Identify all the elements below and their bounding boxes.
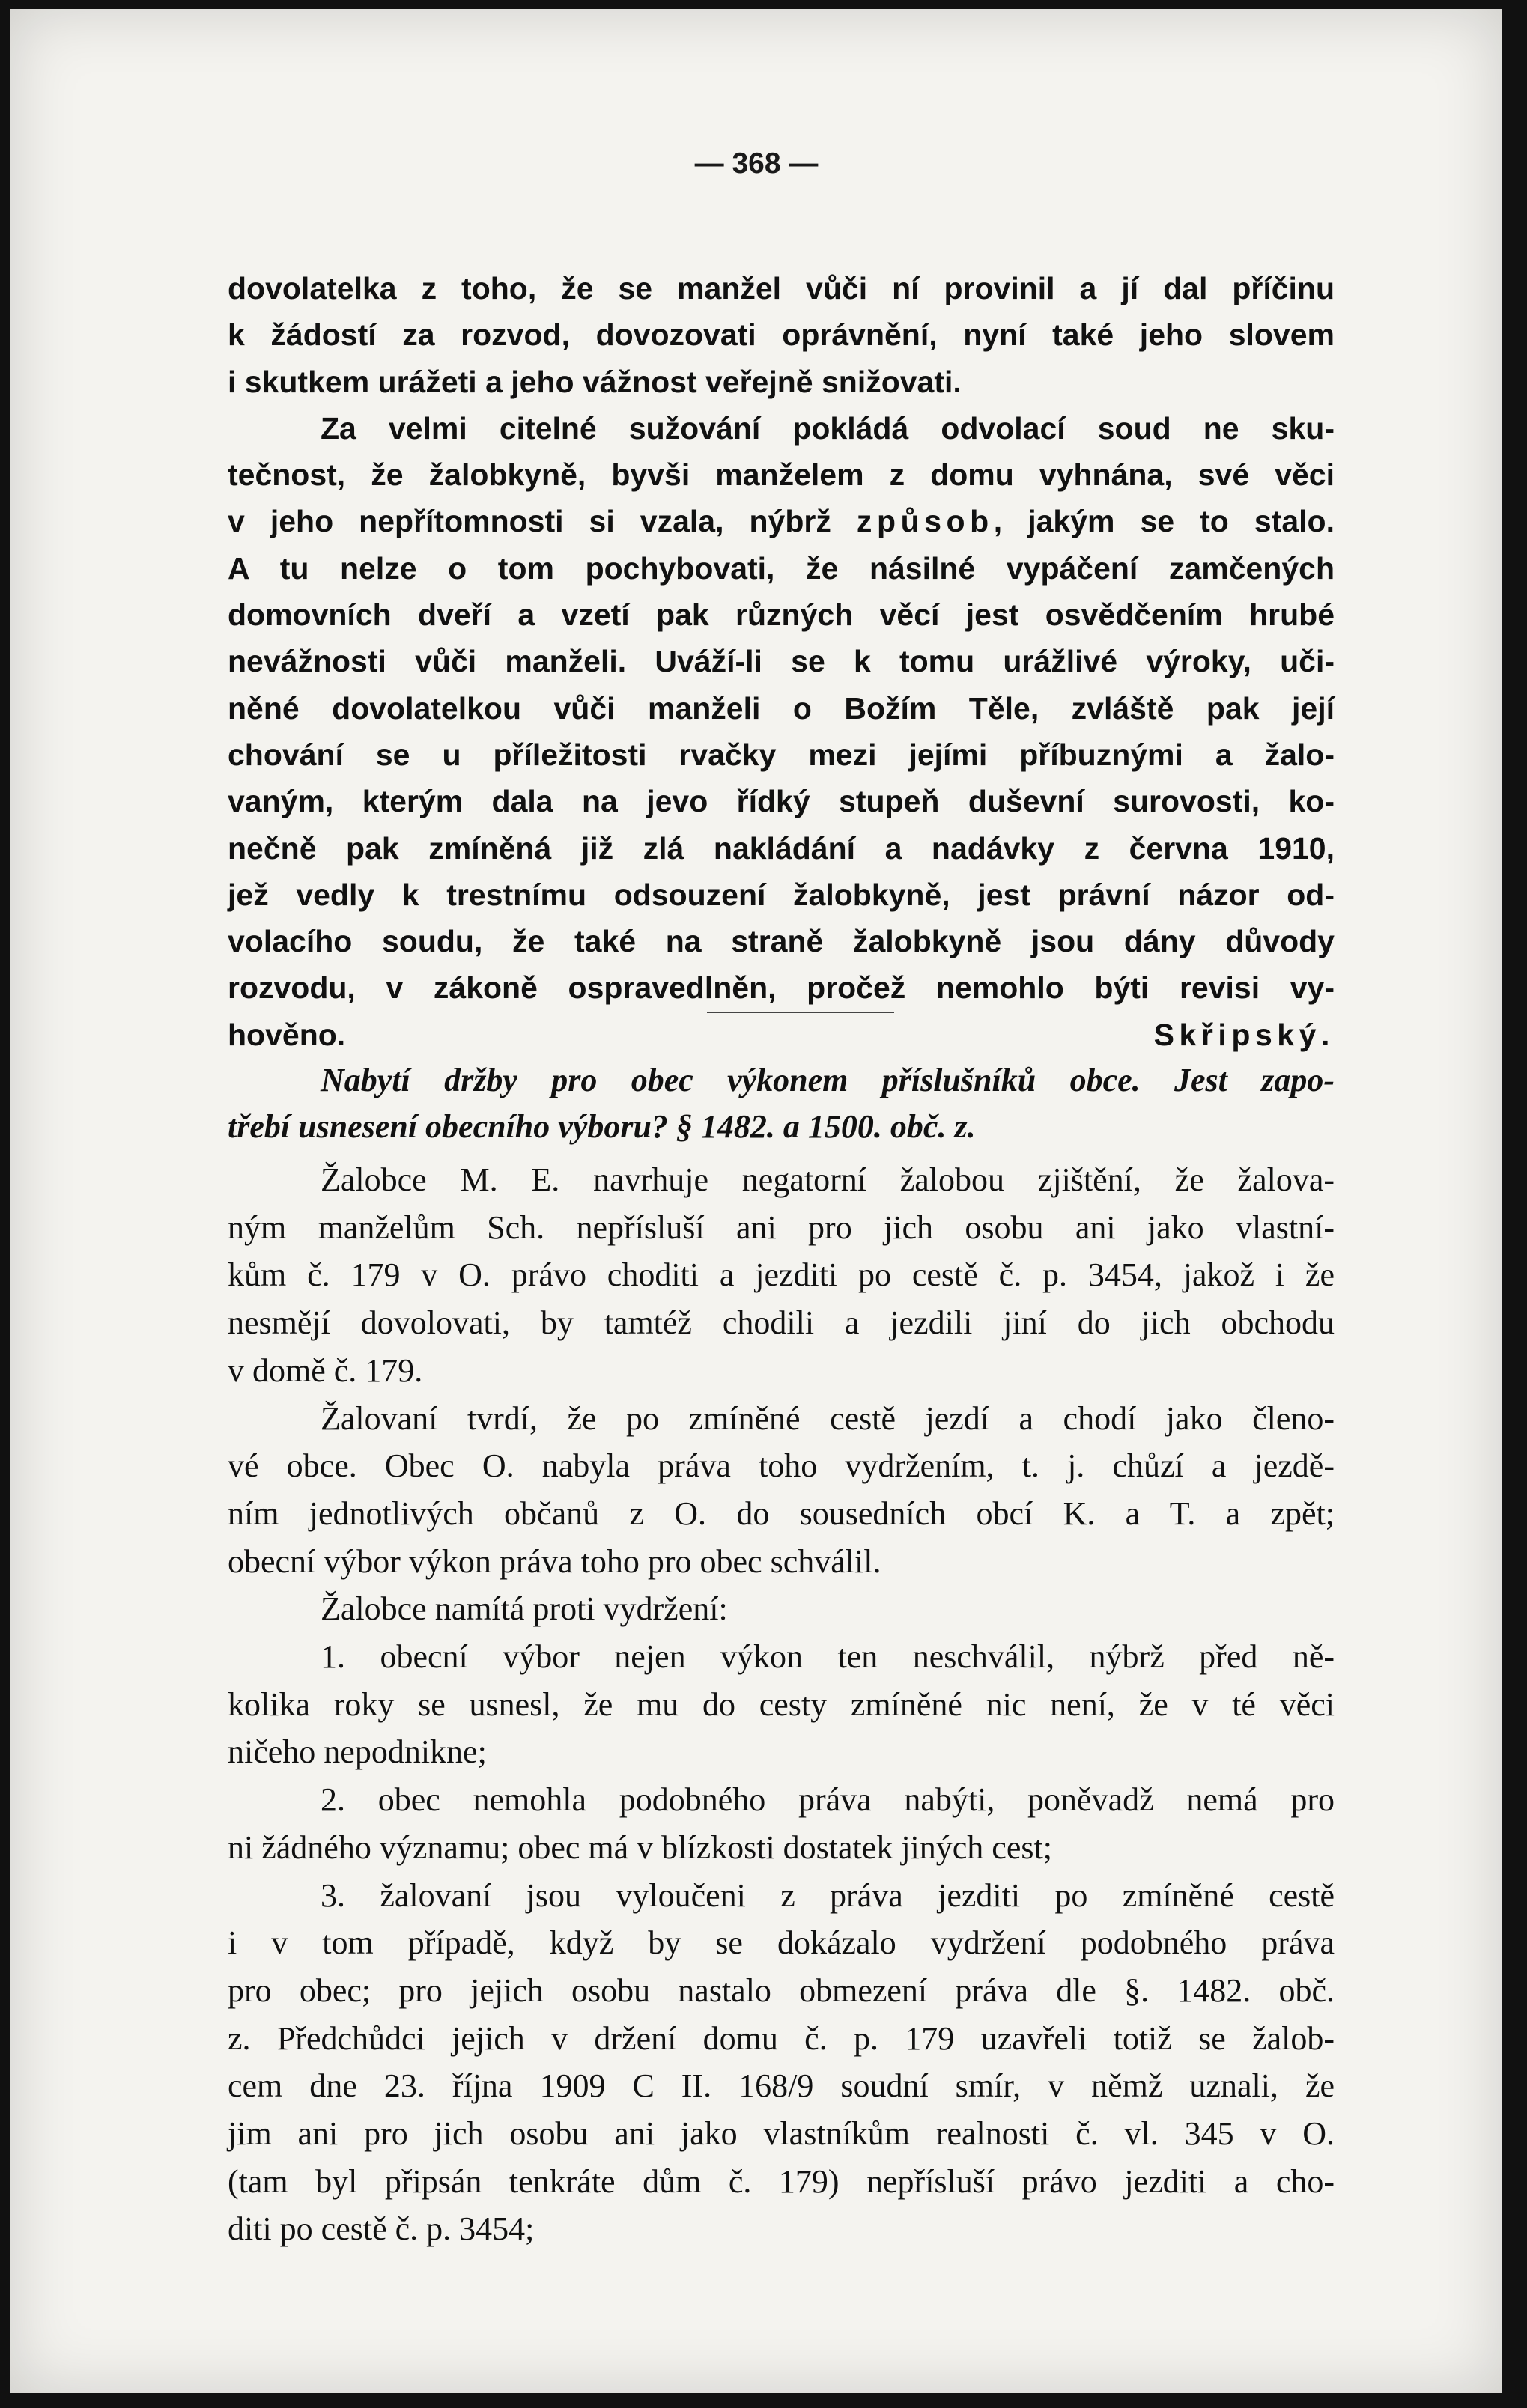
text-line: k žádostí za rozvod, dovozovati oprávnění, nyní také jeho slovem bbox=[228, 317, 1335, 353]
book-page bbox=[10, 9, 1502, 2393]
text-line: ným manželům Sch. nepřísluší ani pro jich osobu ani jako vlastní- bbox=[228, 1208, 1335, 1246]
text-line: volacího soudu, že také na straně žalobkyně jsou dány důvody bbox=[228, 924, 1335, 959]
list-item-line: jim ani pro jich osobu ani jako vlastníkům realnosti č. vl. 345 v O. bbox=[228, 2115, 1335, 2153]
text-line: Žalovaní tvrdí, že po zmíněné cestě jezdí a chodí jako členo- bbox=[321, 1399, 1335, 1437]
court-decision-continuation bbox=[228, 265, 1335, 1058]
list-item-line: i v tom případě, když by se dokázalo vydržení podobného práva bbox=[228, 1924, 1335, 1962]
text-line: domovních dveří a vzetí pak různých věcí jest osvědčením hrubé bbox=[228, 598, 1335, 633]
text-line: chování se u příležitosti rvačky mezi jejími příbuznými a žalo- bbox=[228, 737, 1335, 772]
text-line: nesmějí dovolovati, by tamtéž chodili a jezdili jiní do jich obchodu bbox=[228, 1304, 1335, 1342]
list-item-line: 2. obec nemohla podobného práva nabýti, poněvadž nemá pro bbox=[321, 1781, 1335, 1819]
text-line: nečně pak zmíněná již zlá nakládání a nadávky z června 1910, bbox=[228, 830, 1335, 866]
text-line: A tu nelze o tom pochybovati, že násilné vypáčení zamčených bbox=[228, 550, 1335, 586]
author-signature: Skřipský. bbox=[1153, 1017, 1335, 1052]
text-line: nevážnosti vůči manželi. Uváží-li se k tomu urážlivé výroky, uči- bbox=[228, 644, 1335, 679]
text-line: ním jednotlivých občanů z O. do sousedních obcí K. a T. a zpět; bbox=[228, 1495, 1335, 1532]
text-line: obecní výbor výkon práva toho pro obec schválil. bbox=[228, 1542, 881, 1580]
text-line: kům č. 179 v O. právo choditi a jezditi po cestě č. p. 3454, jakož i že bbox=[228, 1256, 1335, 1294]
page-number: — 368 — bbox=[694, 148, 819, 180]
text-line bbox=[228, 1012, 1335, 1058]
list-item-line: 3. žalovaní jsou vyloučeni z práva jezditi po zmíněné cestě bbox=[321, 1876, 1335, 1914]
list-item-line: pro obec; pro jejich osobu nastalo obmezení práva dle §. 1482. obč. bbox=[228, 1971, 1335, 2009]
list-item-line: cem dne 23. října 1909 C II. 168/9 soudní smír, v němž uznali, že bbox=[228, 2067, 1335, 2105]
text-line: vaným, kterým dala na jevo řídký stupeň duševní surovosti, ko- bbox=[228, 784, 1335, 819]
heading-line: Nabytí držby pro obec výkonem příslušníků obce. Jest zapo- bbox=[321, 1062, 1335, 1098]
text-fragment: v jeho nepřítomnosti si vzala, nýbrž bbox=[228, 504, 831, 539]
section-divider bbox=[707, 1012, 894, 1013]
heading-line: třebí usnesení obecního výboru? § 1482. a 1500. obč. z. bbox=[228, 1108, 976, 1145]
text-line: tečnost, že žalobkyně, byvši manželem z domu vyhnána, své věci bbox=[228, 457, 1335, 493]
list-item-line: diti po cestě č. p. 3454; bbox=[228, 2210, 535, 2248]
list-item-line: kolika roky se usnesl, že mu do cesty zmíněné nic není, že v té věci bbox=[228, 1685, 1335, 1723]
text-line: jež vedly k trestnímu odsouzení žalobkyně, jest právní názor od- bbox=[228, 877, 1335, 912]
list-item-line: ni žádného významu; obec má v blízkosti dostatek jiných cest; bbox=[228, 1828, 1052, 1866]
list-item-line: 1. obecní výbor nejen výkon ten neschválil, nýbrž před ně- bbox=[321, 1638, 1335, 1676]
case-heading bbox=[228, 1057, 1335, 1150]
text-line: Žalobce M. E. navrhuje negatorní žalobou zjištění, že žalova- bbox=[321, 1161, 1335, 1198]
text-line: něné dovolatelkou vůči manželi o Božím Těle, zvláště pak její bbox=[228, 690, 1335, 726]
text-line: vé obce. Obec O. nabyla práva toho vydržením, t. j. chůzí a jezdě- bbox=[228, 1447, 1335, 1485]
text-line: dovolatelka z toho, že se manžel vůči ní provinil a jí dal příčinu bbox=[228, 271, 1335, 305]
list-item-line: z. Předchůdci jejich v držení domu č. p. 179 uzavřeli totiž se žalob- bbox=[228, 2019, 1335, 2057]
text-fragment: , jakým se to stalo. bbox=[993, 504, 1335, 539]
list-item-line: (tam byl připsán tenkráte dům č. 179) nepřísluší právo jezditi a cho- bbox=[228, 2162, 1335, 2200]
list-item-line: ničeho nepodnikne; bbox=[228, 1733, 487, 1771]
text-line bbox=[228, 498, 1335, 544]
text-fragment: hověno. bbox=[228, 1017, 346, 1052]
text-line: v domě č. 179. bbox=[228, 1352, 423, 1389]
text-line: i skutkem urážeti a jeho vážnost veřejně snižovati. bbox=[228, 364, 962, 399]
text-line: rozvodu, v zákoně ospravedlněn, pročež nemohlo býti revisi vy- bbox=[228, 970, 1335, 1006]
case-text bbox=[228, 1156, 1335, 2253]
text-line: Žalobce namítá proti vydržení: bbox=[321, 1590, 728, 1628]
text-line: Za velmi citelné sužování pokládá odvolací soud ne sku- bbox=[321, 410, 1335, 446]
emphasized-word: způsob bbox=[856, 504, 994, 539]
